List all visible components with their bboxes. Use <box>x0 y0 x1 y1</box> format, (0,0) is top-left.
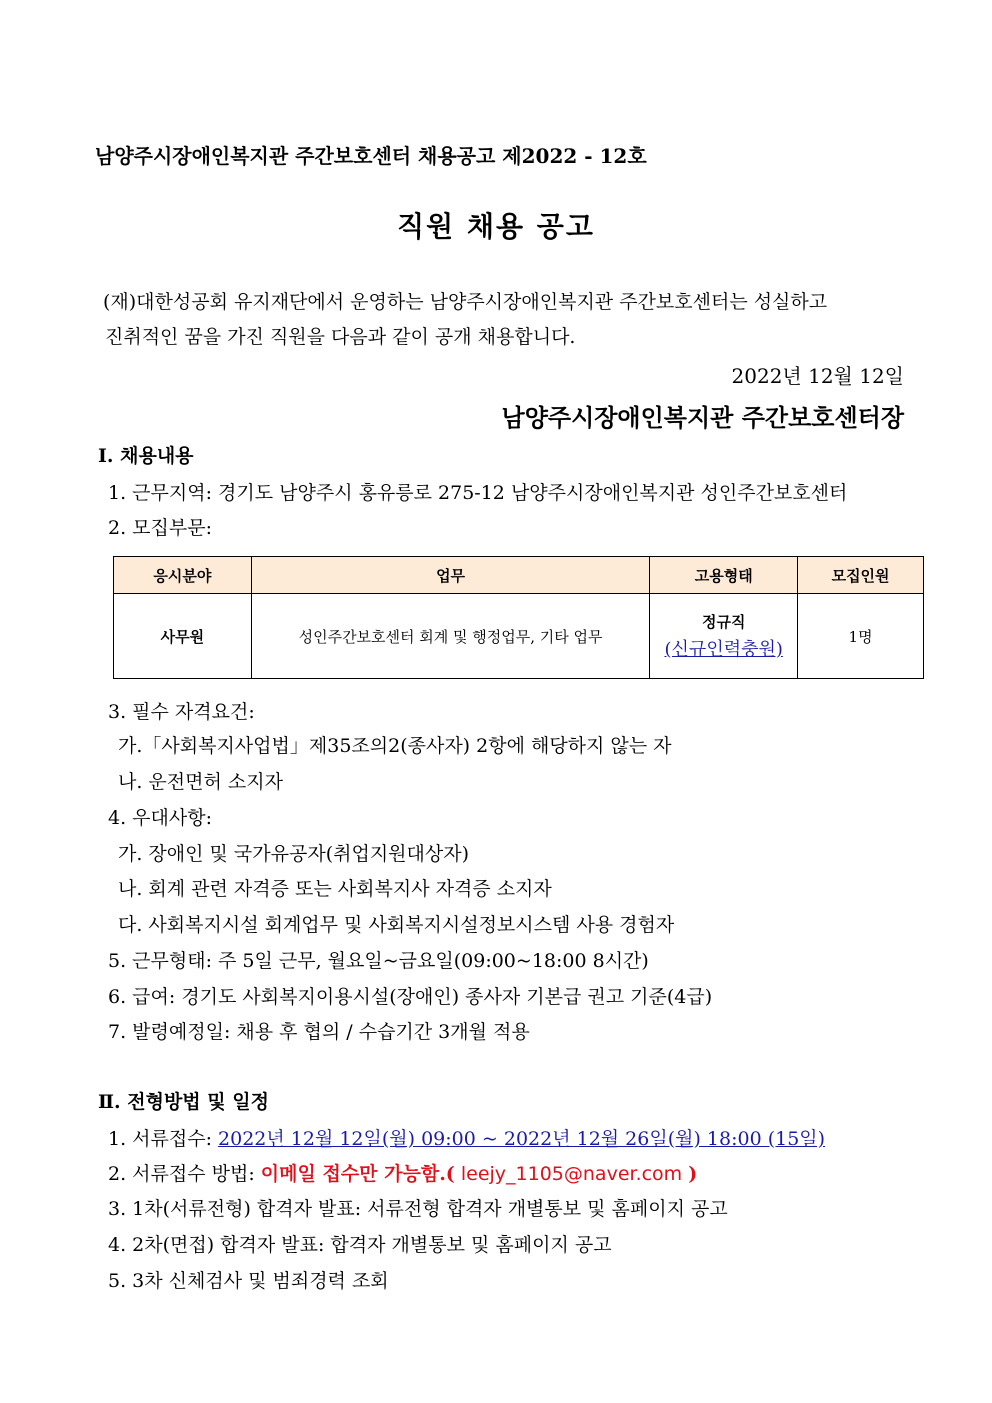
application-method-line <box>108 1159 697 1186</box>
application-method-label: 2. 서류접수 방법: <box>108 1163 261 1185</box>
employment-type-cell <box>650 594 798 679</box>
requirement-a: 가.「사회복지사업법」제35조의2(종사자) 2항에 해당하지 않는 자 <box>118 735 672 757</box>
second-round-announcement: 4. 2차(면접) 합격자 발표: 합격자 개별통보 및 홈페이지 공고 <box>108 1234 612 1256</box>
application-period: 2022년 12월 12일(월) 09:00 ~ 2022년 12월 26일(월) 18:00 (15일) <box>218 1128 826 1150</box>
table-header: 업무 <box>251 557 649 594</box>
employment-type-note: (신규인력충원) <box>664 639 783 660</box>
application-period-label: 1. 서류접수: <box>108 1128 219 1150</box>
headcount-cell: 1명 <box>798 594 924 679</box>
field-cell: 사무원 <box>114 594 252 679</box>
table-header: 응시분야 <box>114 557 252 594</box>
application-period-line <box>108 1124 825 1151</box>
appointment-date: 7. 발령예정일: 채용 후 협의 / 수습기간 3개월 적용 <box>108 1021 530 1043</box>
duty-cell: 성인주간보호센터 회계 및 행정업무, 기타 업무 <box>251 594 649 679</box>
section-2-heading: Ⅱ. 전형방법 및 일정 <box>98 1091 269 1113</box>
notice-date: 2022년 12월 12일 <box>731 364 904 388</box>
table-header-row <box>114 557 924 594</box>
table-row <box>114 594 924 679</box>
notice-number: 남양주시장애인복지관 주간보호센터 채용공고 제2022 - 12호 <box>95 144 647 168</box>
signer: 남양주시장애인복지관 주간보호센터장 <box>501 403 904 432</box>
page-title: 직원 채용 공고 <box>397 210 595 243</box>
first-round-announcement: 3. 1차(서류전형) 합격자 발표: 서류전형 합격자 개별통보 및 홈페이지 공고 <box>108 1198 728 1220</box>
preference-a: 가. 장애인 및 국가유공자(취업지원대상자) <box>118 843 470 865</box>
intro-line-1: (재)대한성공회 유지재단에서 운영하는 남양주시장애인복지관 주간보호센터는 성실하고 <box>103 291 828 313</box>
work-location: 1. 근무지역: 경기도 남양주시 홍유릉로 275-12 남양주시장애인복지관 성인주간보호센터 <box>108 482 848 504</box>
application-method-close: ) <box>688 1163 698 1185</box>
recruit-field-label: 2. 모집부문: <box>108 517 212 539</box>
preference-b: 나. 회계 관련 자격증 또는 사회복지사 자격증 소지자 <box>118 878 552 900</box>
section-1-heading: Ⅰ. 채용내용 <box>98 445 194 467</box>
preferences-label: 4. 우대사항: <box>108 807 212 829</box>
table-header: 고용형태 <box>650 557 798 594</box>
work-type: 5. 근무형태: 주 5일 근무, 월요일~금요일(09:00~18:00 8시간) <box>108 950 649 972</box>
preference-c: 다. 사회복지시설 회계업무 및 사회복지시설정보시스템 사용 경험자 <box>118 914 675 936</box>
email-address[interactable]: leejy_1105@naver.com <box>454 1163 689 1185</box>
requirements-label: 3. 필수 자격요건: <box>108 701 255 723</box>
recruit-table <box>113 556 924 679</box>
table-header: 모집인원 <box>798 557 924 594</box>
application-method: 이메일 접수만 가능함.( <box>260 1163 455 1185</box>
requirement-b: 나. 운전면허 소지자 <box>118 771 283 793</box>
employment-type: 정규직 <box>701 613 746 631</box>
third-round: 5. 3차 신체검사 및 범죄경력 조회 <box>108 1270 389 1292</box>
intro-line-2: 진취적인 꿈을 가진 직원을 다음과 같이 공개 채용합니다. <box>105 326 576 348</box>
salary: 6. 급여: 경기도 사회복지이용시설(장애인) 종사자 기본급 권고 기준(4급) <box>108 986 713 1008</box>
